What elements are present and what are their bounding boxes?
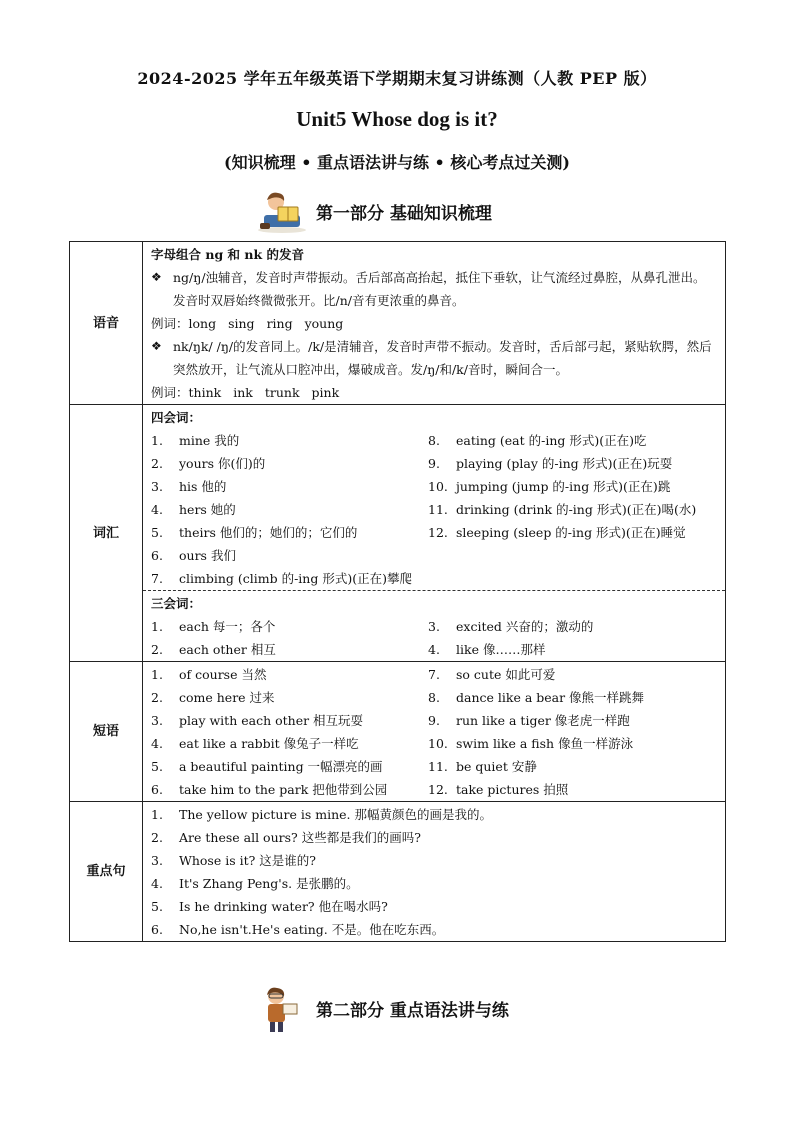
item-number: 2.: [151, 690, 163, 705]
item-text: The yellow picture is mine. 那幅黄颜色的画是我的。: [179, 807, 492, 822]
list-item: [151, 918, 718, 941]
item-text: take him to the park 把他带到公园: [179, 782, 388, 797]
item-text: Whose is it? 这是谁的?: [179, 853, 316, 868]
list-item: [151, 544, 428, 567]
item-number: 4.: [151, 876, 163, 891]
item-number: 11.: [428, 502, 448, 517]
item-number: 5.: [151, 759, 163, 774]
item-text: come here 过来: [179, 690, 275, 705]
example-word: pink: [311, 385, 340, 400]
diamond-bullet-icon: ❖: [151, 270, 162, 284]
vocab-column-right: [428, 615, 718, 661]
phrases-row: [70, 662, 726, 802]
item-text: swim like a fish 像鱼一样游泳: [456, 736, 634, 751]
list-item: [428, 755, 718, 778]
item-number: 9.: [428, 713, 440, 728]
list-item: [428, 475, 718, 498]
example-word: long: [188, 316, 217, 331]
list-item: [151, 686, 428, 709]
list-item: [151, 803, 718, 826]
item-text: so cute 如此可爱: [456, 667, 556, 682]
example-word: young: [304, 316, 344, 331]
list-item: [151, 521, 428, 544]
list-item: [151, 709, 428, 732]
item-text: of course 当然: [179, 667, 267, 682]
item-number: 1.: [151, 667, 163, 682]
item-number: 2.: [151, 642, 163, 657]
list-item: [428, 663, 718, 686]
item-text: climbing (climb 的-ing 形式)(正在)攀爬: [179, 571, 412, 586]
example-word: ink: [233, 385, 253, 400]
list-item: [151, 826, 718, 849]
vocabulary-label: 词汇: [70, 405, 143, 662]
item-text: yours 你(们)的: [179, 456, 266, 471]
item-text: ours 我们: [179, 548, 236, 563]
example-words: [151, 381, 718, 404]
item-text: theirs 他们的；她们的；它们的: [179, 525, 358, 540]
vocab-column-left: [151, 615, 428, 661]
sentences-content: [143, 802, 726, 942]
section-2-title: 第二部分 重点语法讲与练: [316, 1001, 509, 1021]
item-number: 3.: [428, 619, 440, 634]
item-text: eating (eat 的-ing 形式)(正在)吃: [456, 433, 647, 448]
list-item: [428, 498, 718, 521]
pronunciation-row: [70, 242, 726, 405]
item-number: 4.: [428, 642, 440, 657]
item-number: 6.: [151, 922, 163, 937]
section-2-header: [0, 986, 794, 1026]
item-text: be quiet 安静: [456, 759, 537, 774]
example-label: 例词：: [151, 385, 189, 400]
item-text: mine 我的: [179, 433, 240, 448]
item-number: 5.: [151, 899, 163, 914]
phrases-label: 短语: [70, 662, 143, 802]
phrases-content: [143, 662, 726, 802]
item-text: play with each other 相互玩耍: [179, 713, 364, 728]
vocabulary-content: [143, 405, 726, 662]
item-number: 3.: [151, 853, 163, 868]
list-item: [151, 755, 428, 778]
item-number: 8.: [428, 690, 440, 705]
list-item: [428, 452, 718, 475]
list-item: [151, 615, 428, 638]
item-number: 3.: [151, 479, 163, 494]
list-item: [151, 429, 428, 452]
sentences-row: [70, 802, 726, 942]
reading-kid-icon: [254, 189, 310, 233]
list-item: [151, 732, 428, 755]
item-number: 4.: [151, 502, 163, 517]
doc-subtitle: (知识梳理 • 重点语法讲与练 • 核心考点过关测): [224, 153, 570, 172]
list-item: [428, 521, 718, 544]
list-item: [428, 709, 718, 732]
list-item: [428, 686, 718, 709]
list-item: [151, 872, 718, 895]
example-word: think: [188, 385, 222, 400]
item-number: 2.: [151, 830, 163, 845]
unit-title: Unit5 Whose dog is it?: [296, 107, 498, 131]
list-item: [428, 638, 718, 661]
item-text: hers 她的: [179, 502, 236, 517]
item-number: 2.: [151, 456, 163, 471]
vocab-column-left: [151, 429, 428, 590]
phrase-column-right: [428, 663, 718, 801]
item-number: 12.: [428, 525, 448, 540]
item-text: a beautiful painting 一幅漂亮的画: [179, 759, 383, 774]
example-words: [151, 312, 718, 335]
example-word: sing: [228, 316, 255, 331]
item-text: Are these all ours? 这些都是我们的画吗?: [179, 830, 421, 845]
item-number: 9.: [428, 456, 440, 471]
item-number: 11.: [428, 759, 448, 774]
item-text: excited 兴奋的；激动的: [456, 619, 594, 634]
bullet-text: nk/ŋk/ /ŋ/的发音同上。/k/是清辅音，发音时声带不振动。发音时，舌后部弓起，紧贴软腭，然后突然放开，让气流从口腔冲出，爆破成音。发/ŋ/和/k/音时，瞬间合一。: [173, 339, 712, 377]
item-text: jumping (jump 的-ing 形式)(正在)跳: [456, 479, 671, 494]
diamond-bullet-icon: ❖: [151, 339, 162, 353]
pronunciation-label: 语音: [70, 242, 143, 405]
item-text: dance like a bear 像熊一样跳舞: [456, 690, 645, 705]
list-item: [151, 475, 428, 498]
list-item: [428, 429, 718, 452]
list-item: [151, 452, 428, 475]
bullet-text: ng/ŋ/浊辅音，发音时声带振动。舌后部高高抬起，抵住下垂软，让气流经过鼻腔，从鼻孔泄出。发音时双唇始终微微张开。比/n/音有更浓重的鼻音。: [173, 270, 706, 308]
item-number: 12.: [428, 782, 448, 797]
list-item: [151, 895, 718, 918]
item-number: 1.: [151, 619, 163, 634]
example-word: ring: [266, 316, 293, 331]
list-item: [151, 849, 718, 872]
item-text: take pictures 拍照: [456, 782, 569, 797]
four-skill-words: [143, 405, 725, 590]
item-number: 7.: [151, 571, 163, 586]
section-1-title: 第一部分 基础知识梳理: [316, 204, 492, 224]
vocabulary-row: [70, 405, 726, 662]
item-text: It's Zhang Peng's. 是张鹏的。: [179, 876, 359, 891]
example-word: trunk: [264, 385, 300, 400]
item-number: 6.: [151, 548, 163, 563]
item-number: 1.: [151, 807, 163, 822]
item-number: 6.: [151, 782, 163, 797]
list-item: [428, 732, 718, 755]
item-number: 1.: [151, 433, 163, 448]
item-text: run like a tiger 像老虎一样跑: [456, 713, 630, 728]
item-text: his 他的: [179, 479, 227, 494]
list-item: [151, 778, 428, 801]
list-item: [151, 567, 428, 590]
item-text: sleeping (sleep 的-ing 形式)(正在)睡觉: [456, 525, 686, 540]
teacher-with-book-icon: [254, 986, 310, 1034]
pronunciation-bullet: [151, 335, 718, 381]
item-text: No,he isn't.He's eating. 不是。他在吃东西。: [179, 922, 445, 937]
phrase-column-left: [151, 663, 428, 801]
pronunciation-content: [143, 242, 726, 405]
item-text: each 每一；各个: [179, 619, 276, 634]
doc-title: 2024-2025 学年五年级英语下学期期末复习讲练测（人教 PEP 版）: [137, 69, 657, 88]
item-number: 5.: [151, 525, 163, 540]
example-label: 例词：: [151, 316, 189, 331]
item-text: drinking (drink 的-ing 形式)(正在)喝(水): [456, 502, 697, 517]
section-1-header: [0, 189, 794, 229]
item-number: 10.: [428, 736, 448, 751]
item-text: Is he drinking water? 他在喝水吗?: [179, 899, 388, 914]
item-text: each other 相互: [179, 642, 276, 657]
item-number: 4.: [151, 736, 163, 751]
item-number: 8.: [428, 433, 440, 448]
item-number: 7.: [428, 667, 440, 682]
item-text: playing (play 的-ing 形式)(正在)玩耍: [456, 456, 673, 471]
four-skill-heading: 四会词：: [151, 410, 202, 425]
item-text: eat like a rabbit 像兔子一样吃: [179, 736, 359, 751]
list-item: [151, 663, 428, 686]
list-item: [428, 615, 718, 638]
pronunciation-bullet: [151, 266, 718, 312]
three-skill-words: [143, 590, 725, 661]
item-number: 3.: [151, 713, 163, 728]
item-text: like 像……那样: [456, 642, 546, 657]
three-skill-heading: 三会词：: [151, 596, 202, 611]
list-item: [428, 778, 718, 801]
pronunciation-heading: 字母组合 ng 和 nk 的发音: [151, 247, 304, 262]
summary-table: [69, 241, 726, 942]
vocab-column-right: [428, 429, 718, 590]
list-item: [151, 498, 428, 521]
sentences-label: 重点句: [70, 802, 143, 942]
list-item: [151, 638, 428, 661]
item-number: 10.: [428, 479, 448, 494]
